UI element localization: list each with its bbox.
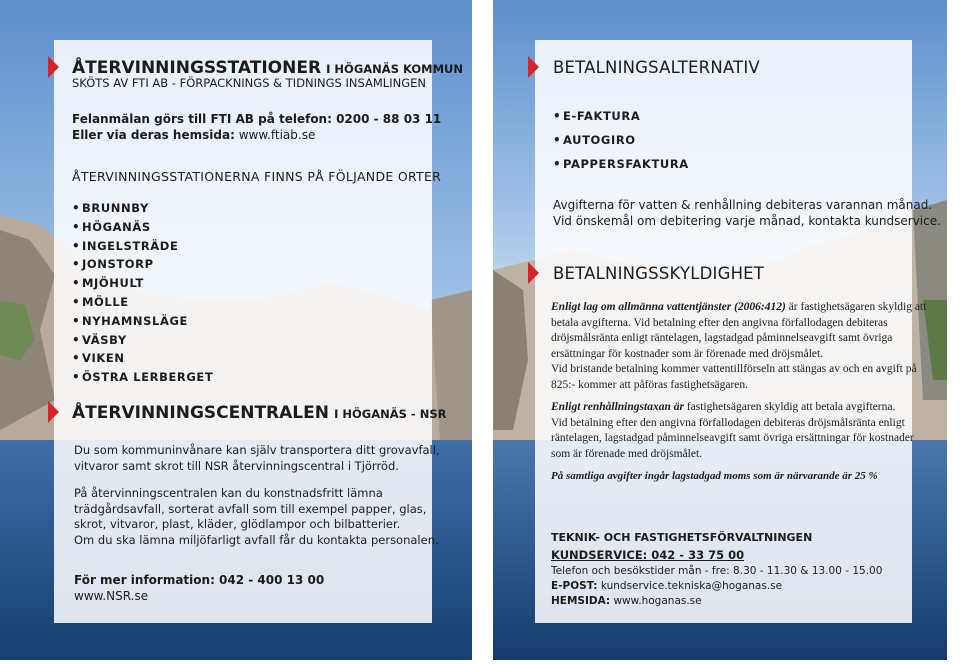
red-arrow-icon — [528, 262, 539, 284]
department-title: TEKNIK- OCH FASTIGHETSFÖRVALTNINGEN — [551, 531, 813, 544]
list-item: • AUTOGIRO — [553, 131, 689, 155]
report-line: Felanmälan görs till FTI AB på telefon: 0200 - 88 03 11 — [72, 112, 442, 126]
list-item: • PAPPERSFAKTURA — [553, 155, 689, 179]
duty-title: BETALNINGSSKYLDIGHET — [553, 264, 765, 283]
payment-title: BETALNINGSALTERNATIV — [553, 58, 760, 77]
duty-paragraph-2: Enligt renhållningstaxan är fastighetsägaren skyldig att betala avgifterna. Vid betalning efter den angivna förfallodagen debiteras dröjsmålsränta enligt räntelagen, lagstadgad påminnelseavgift samt övriga ersättningar för kostnader som är förenade med dröjsmålet. — [551, 401, 914, 460]
web-line: Eller via deras hemsida: www.ftiab.se — [72, 128, 316, 142]
list-item: • BRUNNBY — [72, 199, 213, 218]
list-item: • VÄSBY — [72, 331, 213, 350]
duty-paragraph-1: Enligt lag om allmänna vattentjänster (2006:412) är fastighetsägaren skyldig att betala avgifterna. Vid betalning efter den angivna förfallodagen debiteras dröjsmålsränta enligt räntelagen, lagstadgad påminnelseavgift samt övriga ersättningar för kostnader som är förenade med dröjsmålet. Vid bristande betalning kommer vattentillförseln att stängas av och en avgift på 825:- kommer att påföras fastighetsägaren. — [551, 301, 927, 391]
opening-hours: Telefon och besökstider mån - fre: 8.30 - 11.30 & 13.00 - 15.00 — [551, 565, 883, 577]
more-info-line: För mer information: 042 - 400 13 00 — [74, 573, 325, 587]
customer-service-line: KUNDSERVICE: 042 - 33 75 00 — [551, 548, 745, 562]
list-item: • VIKEN — [72, 349, 213, 368]
subtitle: SKÖTS AV FTI AB - FÖRPACKNINGS & TIDNINGS INSAMLINGEN — [72, 76, 426, 90]
recycling-stations-title: ÅTERVINNINGSSTATIONER I HÖGANÄS KOMMUN — [72, 58, 463, 78]
list-item: • E-FAKTURA — [553, 107, 689, 131]
website-line: HEMSIDA: www.hoganas.se — [551, 595, 702, 607]
right-page — [493, 0, 947, 660]
left-page — [0, 0, 472, 660]
red-arrow-icon — [48, 401, 59, 423]
list-item: • MÖLLE — [72, 293, 213, 312]
vat-line: På samtliga avgifter ingår lagstadgad moms som är närvarande är 25 % — [551, 470, 878, 482]
list-item: • JONSTORP — [72, 255, 213, 274]
website-link[interactable]: www.hoganas.se — [613, 595, 702, 607]
email-line: E-POST: kundservice.tekniska@hoganas.se — [551, 580, 783, 592]
nsr-link[interactable]: www.NSR.se — [74, 589, 149, 603]
places-list — [72, 199, 213, 387]
email-link[interactable]: kundservice.tekniska@hoganas.se — [600, 580, 783, 592]
payment-options-list — [553, 107, 689, 179]
list-item: • MJÖHULT — [72, 274, 213, 293]
list-item: • NYHAMNSLÄGE — [72, 312, 213, 331]
centre-paragraph-2: På återvinningscentralen kan du konstnadsfritt lämna trädgårdsavfall, sorterat avfall som till exempel papper, glas, skrot, vitvaror, plast, kläder, glödlampor och bilbatterier. Om du ska lämna miljöfarligt avfall får du kontakta personalen. — [74, 486, 439, 547]
payment-paragraph: Avgifterna för vatten & renhållning debiteras varannan månad. Vid önskemål om debitering varje månad, kontakta kundservice. — [553, 198, 941, 228]
centre-paragraph-1: Du som kommuninvånare kan själv transportera ditt grovavfall, vitvaror samt skrot till NSR återvinningscentral i Tjörröd. — [74, 443, 440, 473]
list-item: • ÖSTRA LERBERGET — [72, 368, 213, 387]
recycling-centre-title: ÅTERVINNINGSCENTRALEN I HÖGANÄS - NSR — [72, 403, 447, 423]
red-arrow-icon — [48, 56, 59, 78]
list-item: • INGELSTRÄDE — [72, 237, 213, 256]
places-heading: ÅTERVINNINGSSTATIONERNA FINNS PÅ FÖLJANDE ORTER — [72, 169, 442, 184]
list-item: • HÖGANÄS — [72, 218, 213, 237]
red-arrow-icon — [528, 56, 539, 78]
fti-link[interactable]: www.ftiab.se — [238, 128, 316, 142]
